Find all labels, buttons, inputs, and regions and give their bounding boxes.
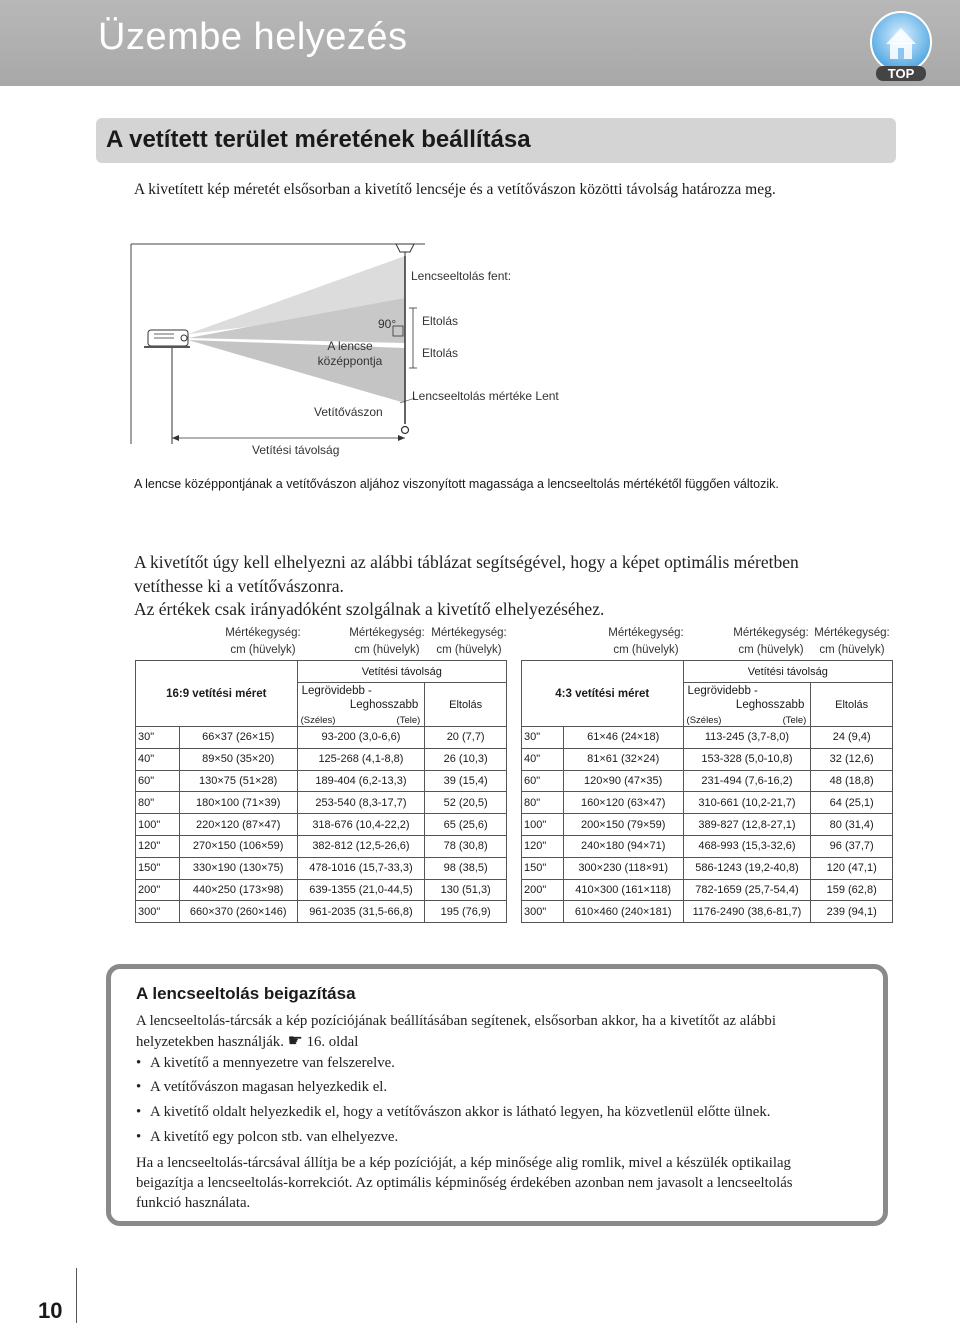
- size-cell: 100": [522, 814, 564, 836]
- page-number: 10: [38, 1298, 63, 1323]
- shift-label-2: Eltolás: [422, 346, 459, 360]
- dimension-cell: 220×120 (87×47): [179, 814, 297, 836]
- table-4-3: [521, 660, 893, 923]
- dimension-cell: 81×61 (32×24): [563, 748, 683, 770]
- size-cell: 40": [136, 748, 180, 770]
- lens-shift-info-box: [106, 964, 888, 1226]
- size-cell: 80": [136, 792, 180, 814]
- distance-cell: 478-1016 (15,7-33,3): [297, 857, 425, 879]
- size-cell: 200": [136, 879, 180, 901]
- shift-cell: 52 (20,5): [425, 792, 507, 814]
- box-title: A lencseeltolás beigazítása: [136, 984, 356, 1003]
- table-row: [136, 770, 507, 792]
- diagram-caption: A lencse középpontjának a vetítővászon aljához viszonyított magassága a lencseeltolás mértékétől függően változik.: [134, 477, 779, 491]
- shift-down-label: Lencseeltolás mértéke Lent: [412, 389, 559, 403]
- dimension-cell: 120×90 (47×35): [563, 770, 683, 792]
- table-row: [136, 857, 507, 879]
- distance-cell: 318-676 (10,4-22,2): [297, 814, 425, 836]
- dimension-cell: 89×50 (35×20): [179, 748, 297, 770]
- dimension-cell: 66×37 (26×15): [179, 727, 297, 749]
- shift-cell: 80 (31,4): [811, 814, 893, 836]
- dimension-cell: 200×150 (79×59): [563, 814, 683, 836]
- shift-cell: 96 (37,7): [811, 835, 893, 857]
- box-text-line-2: helyzetekben használják. ☛ 16. oldal: [136, 1031, 359, 1050]
- size-cell: 40": [522, 748, 564, 770]
- size-cell: 300": [522, 901, 564, 923]
- shift-cell: 78 (30,8): [425, 835, 507, 857]
- distance-cell: 586-1243 (19,2-40,8): [683, 857, 811, 879]
- shift-header: Eltolás: [425, 683, 507, 727]
- table-row: [522, 901, 893, 923]
- table-row: [522, 857, 893, 879]
- section-title-bar: [96, 118, 896, 163]
- list-item: • A vetítővászon magasan helyezkedik el.: [136, 1079, 388, 1095]
- shift-header: Eltolás: [811, 683, 893, 727]
- box-text-line-1: A lencseeltolás-tárcsák a kép pozíciójának beállításában segítenek, elsősorban akkor, ha a kivetítőt az alábbi: [136, 1013, 776, 1029]
- table-row: [522, 879, 893, 901]
- table-row: [522, 727, 893, 749]
- table-row: [136, 879, 507, 901]
- distance-cell: 253-540 (8,3-17,7): [297, 792, 425, 814]
- shift-cell: 120 (47,1): [811, 857, 893, 879]
- size-header: 16:9 vetítési méret: [136, 661, 298, 727]
- size-cell: 100": [136, 814, 180, 836]
- unit-label: Mértékegység: cm (hüvelyk): [431, 627, 507, 656]
- size-cell: 200": [522, 879, 564, 901]
- size-cell: 120": [522, 835, 564, 857]
- shift-up-label: Lencseeltolás fent:: [411, 269, 512, 283]
- shift-cell: 26 (10,3): [425, 748, 507, 770]
- angle-label: 90°: [378, 317, 397, 331]
- table-row: [522, 814, 893, 836]
- dimension-cell: 130×75 (51×28): [179, 770, 297, 792]
- distance-cell: 468-993 (15,3-32,6): [683, 835, 811, 857]
- distance-cell: 382-812 (12,5-26,6): [297, 835, 425, 857]
- dimension-cell: 180×100 (71×39): [179, 792, 297, 814]
- distance-cell: 782-1659 (25,7-54,4): [683, 879, 811, 901]
- list-item: • A kivetítő oldalt helyezkedik el, hogy a vetítővászon akkor is látható legyen, ha közvetlenül előtte ülnek.: [136, 1104, 771, 1120]
- dimension-cell: 300×230 (118×91): [563, 857, 683, 879]
- box-text-p2-line-3: funkció használata.: [136, 1195, 251, 1211]
- distance-cell: 231-494 (7,6-16,2): [683, 770, 811, 792]
- table-row: [136, 727, 507, 749]
- table-row: [136, 792, 507, 814]
- intro-text: A kivetített kép méretét elsősorban a kivetítő lencséje és a vetítővászon közötti távolság határozza meg.: [134, 181, 776, 198]
- page-number-rule: [76, 1268, 77, 1323]
- distance-label: Vetítési távolság: [252, 443, 340, 457]
- shift-cell: 65 (25,6): [425, 814, 507, 836]
- distance-cell: 310-661 (10,2-21,7): [683, 792, 811, 814]
- size-cell: 30": [136, 727, 180, 749]
- dimension-cell: 440×250 (173×98): [179, 879, 297, 901]
- dimension-cell: 61×46 (24×18): [563, 727, 683, 749]
- shift-cell: 98 (38,5): [425, 857, 507, 879]
- unit-label: Mértékegység: cm (hüvelyk): [349, 627, 425, 656]
- unit-label: Mértékegység: cm (hüvelyk): [814, 627, 890, 656]
- placement-text-line-1: A kivetítőt úgy kell elhelyezni az alábbi táblázat segítségével, hogy a képet optimális méretben: [134, 552, 799, 572]
- placement-text-line-2: vetíthesse ki a vetítővászonra.: [134, 576, 344, 596]
- screen-label: Vetítővászon: [314, 405, 383, 419]
- top-button[interactable]: [868, 10, 934, 82]
- page-title: Üzembe helyezés: [98, 16, 408, 58]
- section-title: A vetített terület méretének beállítása: [106, 126, 531, 153]
- dimension-cell: 610×460 (240×181): [563, 901, 683, 923]
- size-cell: 30": [522, 727, 564, 749]
- shift-cell: 195 (76,9): [425, 901, 507, 923]
- distance-cell: 189-404 (6,2-13,3): [297, 770, 425, 792]
- shift-cell: 130 (51,3): [425, 879, 507, 901]
- projection-diagram: [130, 238, 590, 463]
- distance-header: Vetítési távolság: [683, 661, 892, 683]
- distance-cell: 93-200 (3,0-6,6): [297, 727, 425, 749]
- lens-center-label-2: középpontja: [317, 354, 383, 368]
- pointing-hand-icon: ☛: [287, 1031, 303, 1050]
- projector-icon: [144, 330, 190, 444]
- dimension-cell: 660×370 (260×146): [179, 901, 297, 923]
- size-cell: 120": [136, 835, 180, 857]
- box-text-p2-line-2: beigazítja a lencseeltolás-korrekciót. Az optimális képminőség érdekében azonban nem javasolt a lencseeltolás: [136, 1175, 793, 1191]
- table-16-9: [135, 660, 507, 923]
- size-cell: 60": [522, 770, 564, 792]
- table-row: [522, 748, 893, 770]
- size-header: 4:3 vetítési méret: [522, 661, 684, 727]
- shift-cell: 48 (18,8): [811, 770, 893, 792]
- distance-cell: 113-245 (3,7-8,0): [683, 727, 811, 749]
- size-cell: 80": [522, 792, 564, 814]
- shift-cell: 239 (94,1): [811, 901, 893, 923]
- distance-cell: 961-2035 (31,5-66,8): [297, 901, 425, 923]
- shift-cell: 24 (9,4): [811, 727, 893, 749]
- top-label: TOP: [887, 66, 915, 81]
- distance-header: Vetítési távolság: [297, 661, 506, 683]
- table-row: [136, 748, 507, 770]
- table-row: [136, 814, 507, 836]
- shift-label-1: Eltolás: [422, 314, 459, 328]
- table-row: [522, 792, 893, 814]
- list-item: • A kivetítő a mennyezetre van felszerelve.: [136, 1055, 395, 1071]
- list-item: • A kivetítő egy polcon stb. van elhelyezve.: [136, 1129, 399, 1145]
- dimension-cell: 240×180 (94×71): [563, 835, 683, 857]
- size-cell: 150": [136, 857, 180, 879]
- shift-cell: 20 (7,7): [425, 727, 507, 749]
- ceiling-mount-icon: [396, 244, 414, 256]
- dimension-cell: 410×300 (161×118): [563, 879, 683, 901]
- table-row: [522, 770, 893, 792]
- dimension-cell: 270×150 (106×59): [179, 835, 297, 857]
- table-row: [136, 901, 507, 923]
- page-reference-link[interactable]: 16. oldal: [306, 1034, 359, 1050]
- lens-center-label-1: A lencse: [327, 339, 373, 353]
- shift-cell: 159 (62,8): [811, 879, 893, 901]
- table-row: [136, 835, 507, 857]
- shift-cell: 32 (12,6): [811, 748, 893, 770]
- size-cell: 150": [522, 857, 564, 879]
- distance-cell: 153-328 (5,0-10,8): [683, 748, 811, 770]
- table-row: [522, 835, 893, 857]
- range-header: Legrövidebb - Leghosszabb (Széles) (Tele): [683, 683, 811, 727]
- unit-label: Mértékegység: cm (hüvelyk): [608, 627, 684, 656]
- guidance-note: Az értékek csak irányadóként szolgálnak a kivetítő elhelyezéséhez.: [134, 599, 605, 619]
- distance-cell: 125-268 (4,1-8,8): [297, 748, 425, 770]
- unit-label: Mértékegység: cm (hüvelyk): [225, 627, 301, 656]
- shift-cell: 39 (15,4): [425, 770, 507, 792]
- dimension-cell: 330×190 (130×75): [179, 857, 297, 879]
- size-cell: 300": [136, 901, 180, 923]
- range-header: Legrövidebb - Leghosszabb (Széles) (Tele): [297, 683, 425, 727]
- distance-cell: 1176-2490 (38,6-81,7): [683, 901, 811, 923]
- unit-label: Mértékegység: cm (hüvelyk): [733, 627, 809, 656]
- shift-cell: 64 (25,1): [811, 792, 893, 814]
- distance-cell: 389-827 (12,8-27,1): [683, 814, 811, 836]
- page-header: [0, 0, 960, 86]
- size-cell: 60": [136, 770, 180, 792]
- box-text-p2-line-1: Ha a lencseeltolás-tárcsával állítja be a kép pozícióját, a kép minősége alig romlik, mivel a készülék optikailag: [136, 1155, 791, 1171]
- dimension-cell: 160×120 (63×47): [563, 792, 683, 814]
- distance-cell: 639-1355 (21,0-44,5): [297, 879, 425, 901]
